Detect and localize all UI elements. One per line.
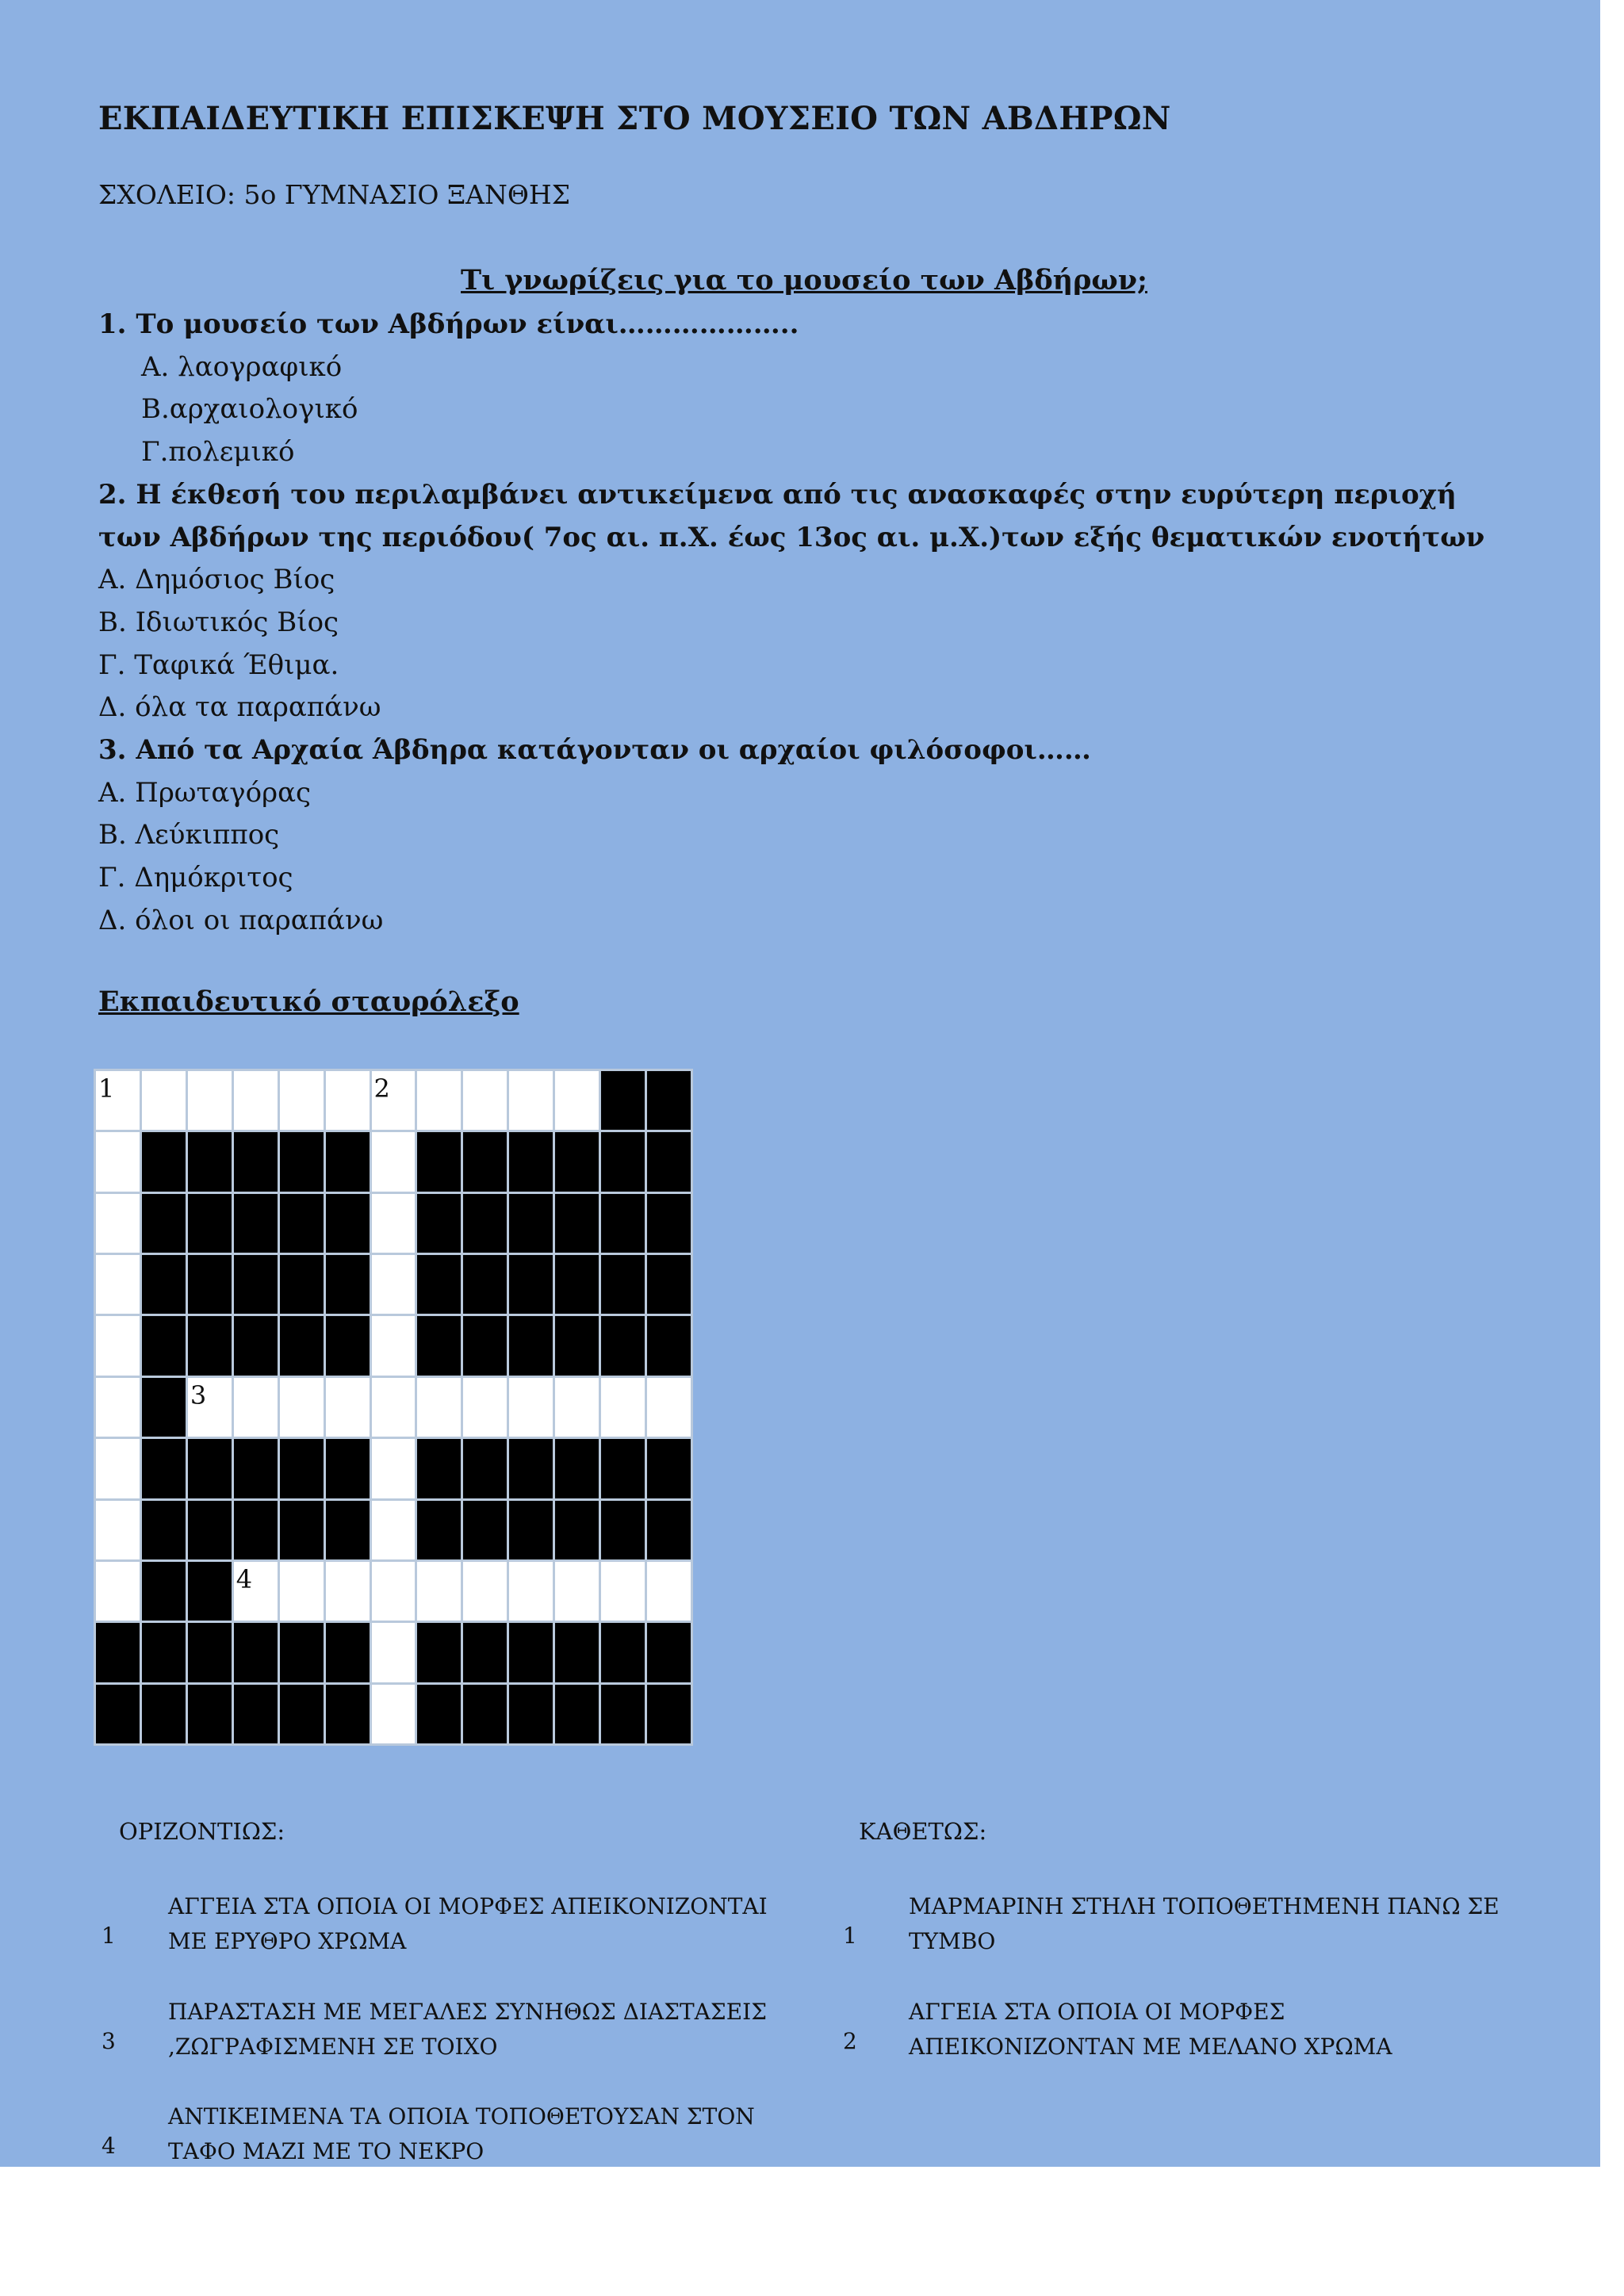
crossword-block-cell [463, 1316, 507, 1375]
crossword-letter-cell[interactable] [555, 1562, 599, 1621]
crossword-block-cell [647, 1071, 691, 1130]
crossword-letter-cell[interactable] [326, 1071, 370, 1130]
crossword-block-cell [142, 1439, 186, 1498]
crossword-block-cell [188, 1194, 232, 1253]
crossword-block-cell [234, 1501, 278, 1559]
crossword-letter-cell[interactable] [372, 1316, 416, 1375]
crossword-letter-cell[interactable] [326, 1562, 370, 1621]
crossword-block-cell [142, 1378, 186, 1437]
crossword-letter-cell[interactable] [96, 1255, 140, 1314]
question-3: 3. Από τα Αρχαία Άβδηρα κατάγονταν οι αρχαίοι φιλόσοφοι…… [98, 734, 1091, 767]
crossword-block-cell [96, 1685, 140, 1743]
crossword-block-cell [188, 1132, 232, 1191]
down-clue-1-text: ΜΑΡΜΑΡΙΝΗ ΣΤΗΛΗ ΤΟΠΟΘΕΤΗΜΕΝΗ ΠΑΝΩ ΣΕ ΤΥΜΒΟ [909, 1893, 1500, 1954]
crossword-block-cell [555, 1439, 599, 1498]
crossword-block-cell [326, 1132, 370, 1191]
crossword-block-cell [463, 1623, 507, 1682]
quiz-heading: Τι γνωρίζεις για το μουσείο των Αβδήρων; [461, 264, 1147, 297]
crossword-block-cell [188, 1685, 232, 1743]
crossword-block-cell [417, 1685, 461, 1743]
crossword-block-cell [188, 1501, 232, 1559]
crossword-letter-cell[interactable] [96, 1378, 140, 1437]
crossword-block-cell [188, 1562, 232, 1621]
crossword-block-cell [234, 1316, 278, 1375]
crossword-letter-cell[interactable] [96, 1501, 140, 1559]
crossword-letter-cell[interactable] [509, 1378, 553, 1437]
crossword-block-cell [417, 1501, 461, 1559]
across-clue-1-text: ΑΓΓΕΙΑ ΣΤΑ ΟΠΟΙΑ ΟΙ ΜΟΡΦΕΣ ΑΠΕΙΚΟΝΙΖΟΝΤΑΙ ΜΕ ΕΡΥΘΡΟ ΧΡΩΜΑ [168, 1893, 768, 1954]
crossword-block-cell [463, 1685, 507, 1743]
crossword-block-cell [234, 1255, 278, 1314]
crossword-block-cell [647, 1501, 691, 1559]
crossword-letter-cell[interactable] [647, 1562, 691, 1621]
crossword-block-cell [142, 1501, 186, 1559]
crossword-letter-cell[interactable] [372, 1562, 416, 1621]
crossword-letter-cell[interactable] [280, 1562, 324, 1621]
across-clue-3-text: ΠΑΡΑΣΤΑΣΗ ΜΕ ΜΕΓΑΛΕΣ ΣΥΝΗΘΩΣ ΔΙΑΣΤΑΣΕΙΣ ,ΖΩΓΡΑΦΙΣΜΕΝΗ ΣΕ ΤΟΙΧΟ [168, 1999, 767, 2060]
crossword-clue-number: 3 [190, 1380, 207, 1410]
crossword-block-cell [280, 1685, 324, 1743]
question-1-option-c: Γ.πολεμικό [141, 436, 295, 469]
crossword-block-cell [463, 1501, 507, 1559]
crossword-block-cell [601, 1255, 645, 1314]
crossword-letter-cell[interactable] [188, 1378, 232, 1437]
down-clues-heading: ΚΑΘΕΤΩΣ: [859, 1818, 987, 1845]
crossword-block-cell [601, 1316, 645, 1375]
crossword-block-cell [326, 1439, 370, 1498]
crossword-block-cell [326, 1623, 370, 1682]
crossword-block-cell [142, 1316, 186, 1375]
crossword-block-cell [280, 1255, 324, 1314]
crossword-block-cell [647, 1132, 691, 1191]
crossword-letter-cell[interactable] [142, 1071, 186, 1130]
crossword-block-cell [555, 1132, 599, 1191]
crossword-letter-cell[interactable] [96, 1132, 140, 1191]
crossword-block-cell [463, 1132, 507, 1191]
crossword-block-cell [509, 1623, 553, 1682]
crossword-block-cell [417, 1316, 461, 1375]
crossword-letter-cell[interactable] [372, 1071, 416, 1130]
crossword-clue-number: 4 [236, 1563, 253, 1594]
crossword-letter-cell[interactable] [463, 1378, 507, 1437]
crossword-letter-cell[interactable] [372, 1255, 416, 1314]
crossword-block-cell [96, 1623, 140, 1682]
crossword-letter-cell[interactable] [601, 1562, 645, 1621]
question-2: 2. Η έκθεσή του περιλαμβάνει αντικείμενα από τις ανασκαφές στην ευρύτερη περιοχή των Αβδήρων της περιόδου( 7ος αι. π.Χ. έως 13ος αι. μ.Χ.)των εξής θεματικών ενοτήτων [98, 478, 1485, 553]
crossword-letter-cell[interactable] [555, 1378, 599, 1437]
crossword-block-cell [326, 1685, 370, 1743]
crossword-block-cell [234, 1132, 278, 1191]
crossword-block-cell [647, 1316, 691, 1375]
crossword-block-cell [280, 1194, 324, 1253]
crossword-block-cell [326, 1316, 370, 1375]
question-3-option-a: Α. Πρωταγόρας [98, 776, 312, 809]
crossword-letter-cell[interactable] [509, 1071, 553, 1130]
crossword-block-cell [463, 1255, 507, 1314]
page-title: ΕΚΠΑΙΔΕΥΤΙΚΗ ΕΠΙΣΚΕΨΗ ΣΤΟ ΜΟΥΣΕΙΟ ΤΩΝ ΑΒΔΗΡΩΝ [98, 100, 1171, 137]
crossword-block-cell [555, 1623, 599, 1682]
crossword-letter-cell[interactable] [96, 1194, 140, 1253]
question-3-option-b: Β. Λεύκιππος [98, 819, 280, 851]
crossword-letter-cell[interactable] [372, 1439, 416, 1498]
school-line: ΣΧΟΛΕΙΟ: 5ο ΓΥΜΝΑΣΙΟ ΞΑΝΘΗΣ [98, 179, 571, 210]
crossword-block-cell [555, 1501, 599, 1559]
crossword-block-cell [509, 1685, 553, 1743]
crossword-letter-cell[interactable] [234, 1071, 278, 1130]
crossword-letter-cell[interactable] [372, 1501, 416, 1559]
question-2-option-a: Α. Δημόσιος Βίος [98, 564, 335, 596]
crossword-letter-cell[interactable] [188, 1071, 232, 1130]
crossword-block-cell [601, 1501, 645, 1559]
crossword-block-cell [509, 1255, 553, 1314]
crossword-block-cell [326, 1501, 370, 1559]
crossword-block-cell [647, 1255, 691, 1314]
crossword-letter-cell[interactable] [372, 1194, 416, 1253]
crossword-letter-cell[interactable] [372, 1685, 416, 1743]
crossword-block-cell [280, 1623, 324, 1682]
crossword-letter-cell[interactable] [372, 1132, 416, 1191]
crossword-letter-cell[interactable] [234, 1378, 278, 1437]
across-clue-1-number: 1 [102, 1923, 116, 1949]
crossword-block-cell [417, 1255, 461, 1314]
crossword-block-cell [601, 1132, 645, 1191]
crossword-letter-cell[interactable] [601, 1378, 645, 1437]
crossword-block-cell [280, 1132, 324, 1191]
crossword-letter-cell[interactable] [372, 1378, 416, 1437]
crossword-block-cell [142, 1255, 186, 1314]
across-clue-4-number: 4 [102, 2133, 116, 2159]
crossword-block-cell [326, 1255, 370, 1314]
crossword-block-cell [647, 1623, 691, 1682]
crossword-block-cell [601, 1071, 645, 1130]
crossword-block-cell [601, 1685, 645, 1743]
crossword-block-cell [555, 1255, 599, 1314]
crossword-block-cell [417, 1132, 461, 1191]
question-1-option-b: Β.αρχαιολογικό [141, 393, 358, 426]
crossword-block-cell [188, 1623, 232, 1682]
crossword-letter-cell[interactable] [326, 1378, 370, 1437]
question-1: 1. Το μουσείο των Αβδήρων είναι……………….. [98, 308, 799, 340]
across-clues-heading: ΟΡΙΖΟΝΤΙΩΣ: [119, 1818, 285, 1845]
crossword-letter-cell[interactable] [96, 1316, 140, 1375]
crossword-letter-cell[interactable] [234, 1562, 278, 1621]
crossword-clue-number: 1 [98, 1073, 115, 1104]
crossword-block-cell [188, 1439, 232, 1498]
crossword-block-cell [601, 1439, 645, 1498]
crossword-block-cell [142, 1132, 186, 1191]
crossword-heading: Εκπαιδευτικό σταυρόλεξο [98, 985, 519, 1018]
crossword-block-cell [509, 1132, 553, 1191]
crossword-letter-cell[interactable] [463, 1562, 507, 1621]
question-2-option-b: Β. Ιδιωτικός Βίος [98, 606, 339, 638]
crossword-block-cell [647, 1439, 691, 1498]
crossword-block-cell [188, 1316, 232, 1375]
crossword-letter-cell[interactable] [647, 1378, 691, 1437]
crossword-block-cell [555, 1685, 599, 1743]
crossword-block-cell [142, 1562, 186, 1621]
crossword-letter-cell[interactable] [417, 1378, 461, 1437]
crossword-letter-cell[interactable] [417, 1071, 461, 1130]
question-3-option-d: Δ. όλοι οι παραπάνω [98, 904, 384, 936]
crossword-block-cell [234, 1439, 278, 1498]
crossword-block-cell [601, 1194, 645, 1253]
crossword-block-cell [647, 1685, 691, 1743]
crossword-letter-cell[interactable] [372, 1623, 416, 1682]
down-clue-2-text: ΑΓΓΕΙΑ ΣΤΑ ΟΠΟΙΑ ΟΙ ΜΟΡΦΕΣ ΑΠΕΙΚΟΝΙΖΟΝΤΑΝ ΜΕ ΜΕΛΑΝΟ ΧΡΩΜΑ [909, 1999, 1392, 2060]
down-clue-2-number: 2 [843, 2028, 857, 2054]
crossword-letter-cell[interactable] [280, 1378, 324, 1437]
crossword-block-cell [555, 1316, 599, 1375]
crossword-block-cell [463, 1194, 507, 1253]
across-clue-3-number: 3 [102, 2028, 116, 2054]
crossword-block-cell [188, 1255, 232, 1314]
crossword-block-cell [142, 1685, 186, 1743]
crossword-letter-cell[interactable] [280, 1071, 324, 1130]
crossword-block-cell [647, 1194, 691, 1253]
crossword-block-cell [280, 1439, 324, 1498]
crossword-block-cell [234, 1685, 278, 1743]
crossword-block-cell [280, 1316, 324, 1375]
crossword-letter-cell[interactable] [96, 1439, 140, 1498]
crossword-block-cell [555, 1194, 599, 1253]
crossword-block-cell [509, 1439, 553, 1498]
crossword-block-cell [417, 1623, 461, 1682]
crossword-letter-cell[interactable] [417, 1562, 461, 1621]
crossword-block-cell [463, 1439, 507, 1498]
crossword-block-cell [234, 1194, 278, 1253]
down-clue-1-number: 1 [843, 1923, 857, 1949]
crossword-block-cell [601, 1623, 645, 1682]
crossword-block-cell [509, 1316, 553, 1375]
crossword-grid [94, 1069, 693, 1746]
crossword-letter-cell[interactable] [96, 1562, 140, 1621]
crossword-block-cell [509, 1194, 553, 1253]
crossword-block-cell [142, 1623, 186, 1682]
crossword-block-cell [417, 1194, 461, 1253]
question-2-option-c: Γ. Ταφικά Έθιμα. [98, 649, 339, 681]
across-clue-4-text: ΑΝΤΙΚΕΙΜΕΝΑ ΤΑ ΟΠΟΙΑ ΤΟΠΟΘΕΤΟΥΣΑΝ ΣΤΟΝ ΤΑΦΟ ΜΑΖΙ ΜΕ ΤΟ ΝΕΚΡΟ [168, 2103, 755, 2164]
crossword-block-cell [280, 1501, 324, 1559]
question-3-option-c: Γ. Δημόκριτος [98, 862, 293, 894]
question-1-option-a: Α. λαογραφικό [141, 350, 343, 383]
crossword-block-cell [509, 1501, 553, 1559]
crossword-letter-cell[interactable] [96, 1071, 140, 1130]
crossword-block-cell [142, 1194, 186, 1253]
crossword-letter-cell[interactable] [509, 1562, 553, 1621]
crossword-block-cell [234, 1623, 278, 1682]
crossword-letter-cell[interactable] [555, 1071, 599, 1130]
crossword-clue-number: 2 [373, 1073, 390, 1104]
crossword-block-cell [417, 1439, 461, 1498]
crossword-block-cell [326, 1194, 370, 1253]
crossword-letter-cell[interactable] [463, 1071, 507, 1130]
question-list [98, 304, 1526, 943]
question-2-option-d: Δ. όλα τα παραπάνω [98, 691, 381, 724]
